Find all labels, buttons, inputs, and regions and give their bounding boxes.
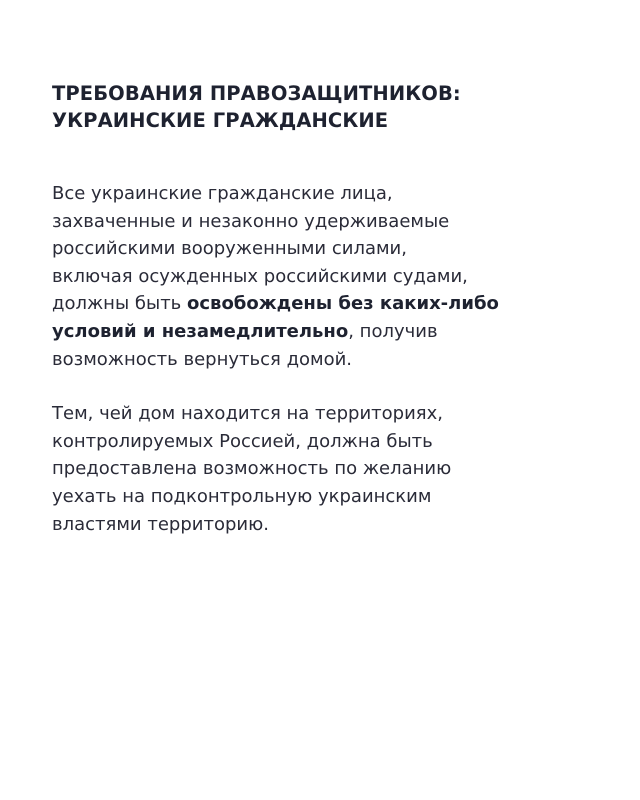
paragraph-release-demand [52,180,592,373]
emphasis-release-part-1: освобождены без каких-либо [187,293,499,315]
paragraph-1-line-6-text: , получив [348,320,438,342]
paragraph-1-line-2: захваченные и незаконно удерживаемые [52,210,450,232]
paragraph-1-line-5-text: должны быть [52,293,188,315]
paragraph-2-line-1: Тем, чей дом находится на территориях, [52,403,443,425]
title-line-2: УКРАИНСКИЕ ГРАЖДАНСКИЕ [52,109,389,132]
paragraph-1-line-3: российскими вооруженными силами, [52,238,407,260]
paragraph-2-line-3: предоставлена возможность по желанию [52,458,452,480]
paragraph-1-line-1: Все украинские гражданские лица, [52,183,393,204]
paragraph-1-line-4: включая осужденных российскими судами, [52,265,468,287]
paragraph-1-line-7: возможность вернуться домой. [52,348,353,370]
emphasis-release-part-2: условий и незамедлительно [52,320,349,342]
title-line-1: ТРЕБОВАНИЯ ПРАВОЗАЩИТНИКОВ: [52,82,461,105]
paragraph-2-line-4: уехать на подконтрольную украинским [52,485,432,507]
paragraph-2-line-2: контролируемых Россией, должна быть [52,430,433,452]
page-title [52,80,592,134]
paragraph-relocation-option [52,400,592,538]
paragraph-1-line-6 [52,318,592,346]
paragraph-2-line-5: властями территорию. [52,513,269,535]
paragraph-1-line-5 [52,290,592,318]
